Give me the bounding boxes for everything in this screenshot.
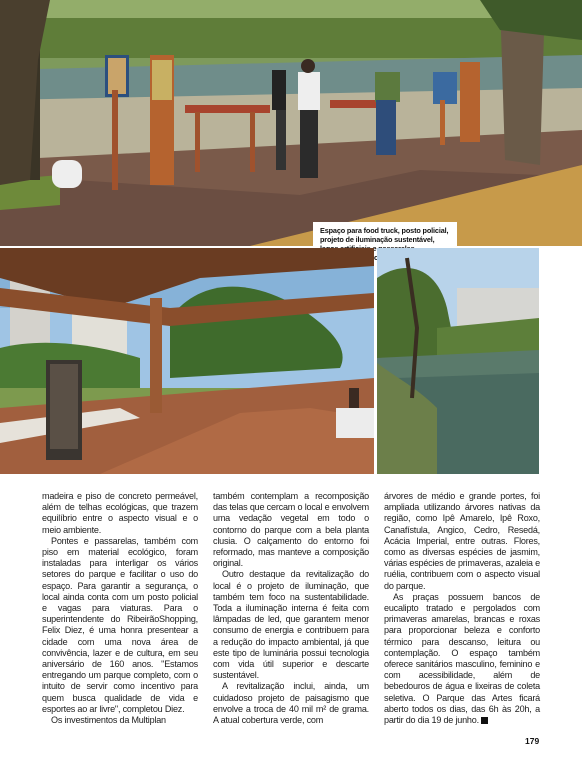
paragraph-text: As praças possuem bancos de eucalipto tratado e pergolados com primaveras amarelas, brancas e roxas para proporcionar beleza e conforto térmico para descanso, leitura ou contemplação. O espaço também oferece sanitários masculino, feminino e com acessibilidade, além de bebedouros de água e lixeiras de coleta seletiva. O Parque das Artes ficará aberto todos os dias, das 6h às 20h, a partir do dia 19 de junho.: [384, 591, 540, 726]
end-of-article-icon: [481, 717, 488, 724]
paragraph: A revitalização inclui, ainda, um cuidadoso projeto de paisagismo que envolve a troca de 40 mil m² de grama. A atual cobertura verde, com: [213, 681, 369, 726]
paragraph: árvores de médio e grande portes, foi ampliada utilizando árvores nativas da região, como Ipê Amarelo, Ipê Roxo, Canafístula, Angico, Cedro, Resedá, Acácia Imperial, entre outras. Flores, como as diversas espécies de jasmim, várias espécies de primaveras, azaleia e ruélia, contribuem com o aspecto visual do parque.: [384, 491, 540, 591]
paragraph: Os investimentos da Multiplan: [51, 715, 166, 726]
text-column-2: [213, 491, 369, 726]
paragraph: [384, 592, 540, 726]
photo-caption: Espaço para food truck, posto policial, projeto de iluminação sustentável, e: [313, 222, 457, 268]
photo-pergola-walkway: [0, 248, 374, 474]
paragraph: Pontes e passarelas, também com piso em material ecológico, foram instaladas para interligar os vários setores do parque e facilitar o uso do espaço. Para garantir a segurança, o local ainda conta com um posto policial e vagas para viaturas. Para o superintendente do RibeirãoShopping, Felix Diez, é uma honra presentear a cidade com uma nova área de convivência, lazer e de cultura, em seu aniversário de 160 anos. "Estamos entregando um parque completo, com o intuito de servir como incentivo para quem busca qualidade de vida e esportes ao ar livre", completou Diez.: [42, 535, 198, 714]
paragraph: Outro destaque da revitalização do local é o projeto de iluminação, que também tem foco na sustentabilidade. Toda a iluminação interna é feita com lâmpadas de led, que garantem menor consumo de energia e contribuem para a redução do impacto ambiental, já que este tipo de luminária possui tecnologia com vida útil superior e descarte sustentável.: [213, 569, 369, 681]
photo-lake: [377, 248, 539, 474]
paragraph: madeira e piso de concreto permeável, além de telhas ecológicas, que trazem equilíbrio entre o aspecto visual e o meio ambiente.: [42, 491, 198, 535]
page-number: 179: [525, 736, 540, 746]
photo-park-easels: [0, 0, 582, 246]
text-column-1: [42, 491, 198, 726]
paragraph: também contemplam a recomposição das telas que cercam o local e envolvem uma vedação vegetal em todo o contorno do parque com a bela planta clusia. O calçamento do entorno foi reformado, mas manteve a composição original.: [213, 491, 369, 569]
text-column-3: [384, 491, 540, 726]
